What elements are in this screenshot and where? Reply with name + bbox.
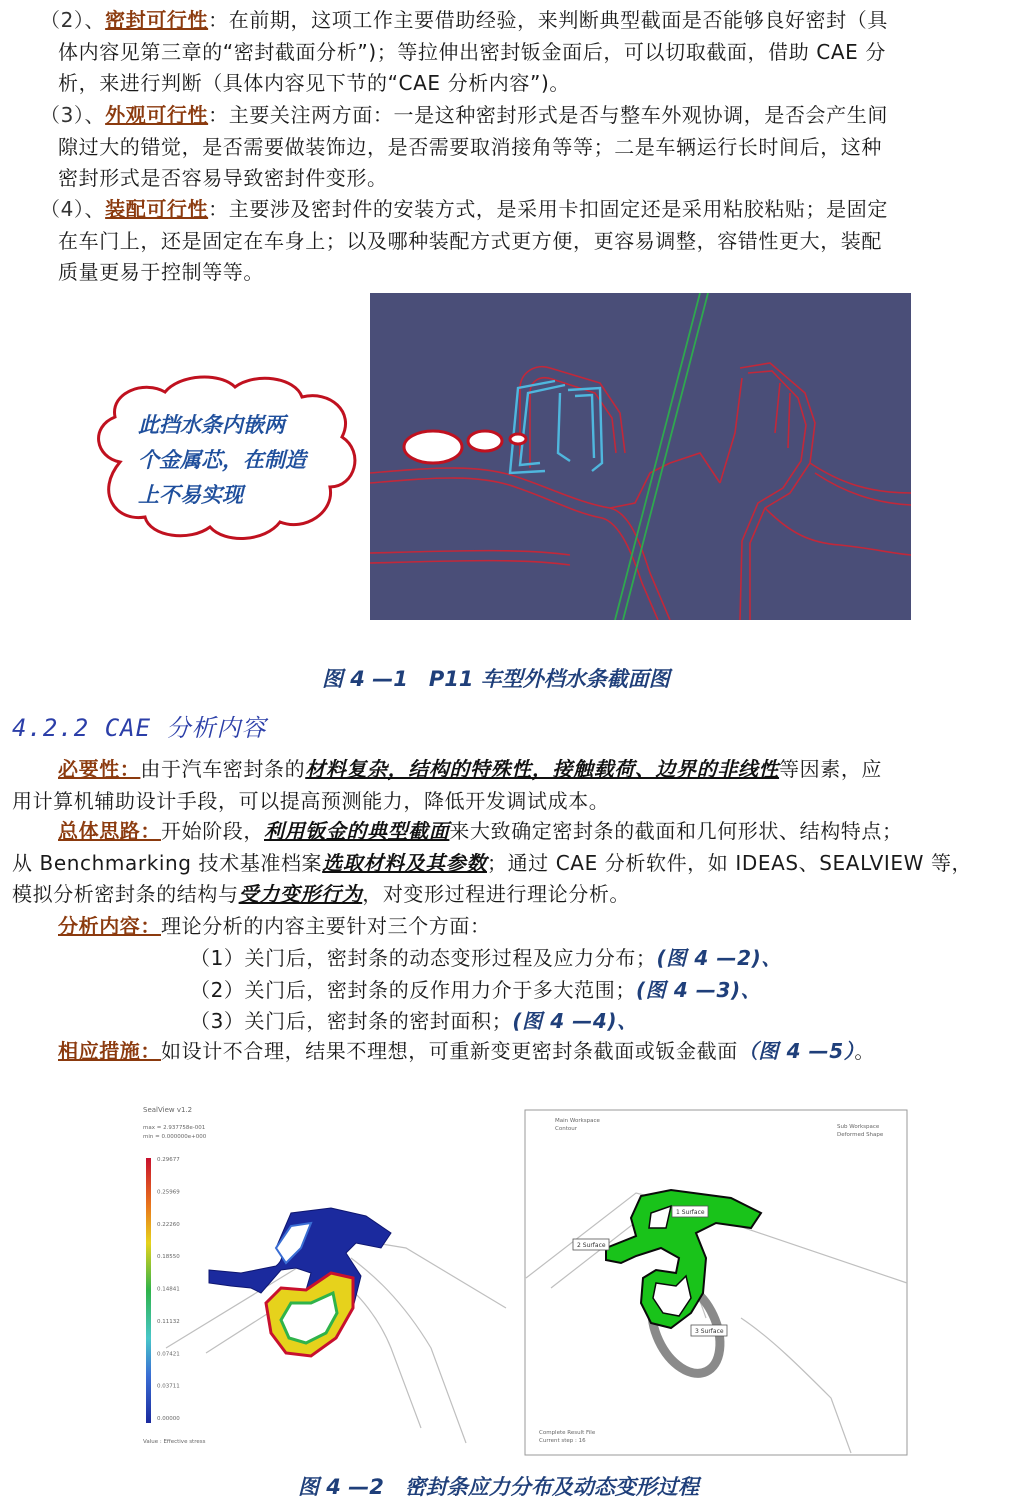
sub-workspace-label: Deformed Shape: [837, 1132, 884, 1138]
min-value: min = 0.000000e+000: [143, 1134, 207, 1140]
software-title: SealView v1.2: [143, 1106, 193, 1114]
legend-tick-label: 0.07421: [157, 1351, 180, 1358]
surface-tag: 2 Surface: [577, 1242, 606, 1249]
surface-tag: 1 Surface: [676, 1209, 705, 1216]
feasibility-item-2: [40, 5, 1016, 100]
text-line: 密封形式是否容易导致密封件变形。: [58, 166, 388, 190]
text-span: ，对变形过程进行理论分析。: [362, 882, 631, 906]
text-line: 析，来进行判断（具体内容见下节的“CAE 分析内容”)。: [58, 71, 570, 95]
keyword: 密封可行性: [105, 8, 209, 32]
section-heading: 4.2.2 CAE 分析内容: [12, 714, 267, 742]
emphasis: 利用钣金的典型截面: [264, 819, 450, 843]
text-span: 。: [854, 1039, 875, 1063]
color-legend-bar: [146, 1158, 151, 1423]
text-span: 由于汽车密封条的: [140, 757, 306, 781]
figure-reference: (图 4 —2)、: [656, 946, 782, 970]
legend-tick-label: 0.00000: [157, 1416, 180, 1422]
feasibility-item-3: [40, 100, 1016, 195]
legend-tick-label: 0.03711: [157, 1383, 180, 1390]
approach-paragraph: [12, 816, 1016, 911]
analysis-content-heading: [58, 911, 1016, 943]
cloud-bubble-medium: [468, 431, 502, 451]
text-span: 从 Benchmarking 技术基准档案: [12, 850, 323, 875]
text-span: 等因素，应: [779, 757, 883, 781]
text-span: （2）关门后，密封条的反作用力介于多大范围；: [190, 978, 636, 1002]
figure-caption: 图 4 —2 密封条应力分布及动态变形过程: [298, 1475, 699, 1499]
text-line: 质量更易于控制等等。: [58, 260, 264, 284]
max-value: max = 2.937758e-001: [143, 1125, 206, 1131]
legend-tick-label: 0.25969: [157, 1189, 180, 1196]
item-number: （3）、: [40, 103, 106, 127]
necessity-paragraph: [12, 754, 1016, 817]
content-item-3: [190, 1005, 638, 1034]
surface-tag: 3 Surface: [695, 1328, 724, 1335]
legend-tick-label: 0.14841: [157, 1286, 180, 1293]
text-span: （3）关门后，密封条的密封面积；: [190, 1009, 513, 1033]
text-span: 理论分析的内容主要针对三个方面：: [161, 914, 491, 938]
keyword: 分析内容：: [58, 914, 161, 938]
sub-workspace-label: Sub Workspace: [837, 1124, 880, 1130]
content-item-1: [190, 942, 782, 971]
content-item-2: [190, 974, 761, 1003]
value-label: Value : Effective stress: [143, 1439, 206, 1445]
workspace-label: Main Workspace: [555, 1118, 600, 1124]
text-line: 用计算机辅助设计手段，可以提高预测能力，降低开发调试成本。: [12, 788, 610, 813]
feasibility-item-4: [40, 194, 1016, 289]
keyword: 必要性：: [58, 757, 141, 781]
workspace-label: Contour: [555, 1126, 577, 1132]
item-number: （2）、: [40, 8, 106, 32]
result-file-label: Complete Result File: [539, 1430, 596, 1436]
text-span: （1）关门后，密封条的动态变形过程及应力分布；: [190, 946, 657, 970]
text-line: 隙过大的错觉，是否需要做装饰边，是否需要取消接角等等；二是车辆运行长时间后，这种: [58, 134, 882, 159]
figure-reference: (图 4 —4)、: [512, 1009, 638, 1033]
text-line: 在车门上，还是固定在车身上；以及哪种装配方式更方便，更容易调整，容错性更大，装配: [58, 228, 882, 253]
figure-reference: （图 4 —5）: [737, 1039, 855, 1063]
cloud-bubble-large: [404, 431, 462, 463]
emphasis: 受力变形行为: [238, 882, 363, 906]
keyword: 相应措施：: [58, 1039, 161, 1063]
text-span: ；通过 CAE 分析软件，如 IDEAS、SEALVIEW 等，: [486, 850, 973, 875]
item-number: （4）、: [40, 197, 106, 221]
legend-tick-label: 0.18550: [157, 1254, 180, 1261]
text-span: 如设计不合理，结果不理想，可重新变更密封条截面或钣金截面: [161, 1039, 738, 1063]
measures-paragraph: [58, 1036, 1016, 1068]
deformation-plot-panel: [525, 1110, 907, 1455]
text-line: ：主要涉及密封件的安装方式，是采用卡扣固定还是采用粘胶粘贴；是固定: [208, 197, 888, 221]
legend-tick-label: 0.29677: [157, 1157, 180, 1163]
callout-line: 此挡水条内嵌两: [138, 413, 285, 437]
stress-plot-panel: [131, 1098, 506, 1453]
keyword: 装配可行性: [105, 197, 209, 221]
callout-text: [138, 408, 353, 513]
text-line: ：主要关注两方面：一是这种密封形式是否与整车外观协调，是否会产生间: [208, 103, 888, 127]
text-span: 来大致确定密封条的截面和几何形状、结构特点；: [449, 819, 903, 843]
legend-tick-label: 0.11132: [157, 1318, 180, 1325]
keyword: 总体思路：: [58, 819, 161, 843]
legend-tick-label: 0.22260: [157, 1221, 180, 1228]
panel-frame: [525, 1110, 907, 1455]
cae-result-figure: [131, 1098, 911, 1458]
text-span: 开始阶段，: [161, 819, 264, 843]
current-step-label: Current step : 16: [539, 1438, 586, 1444]
emphasis: 材料复杂，结构的特殊性，接触载荷、边界的非线性: [305, 757, 780, 781]
callout-line: 个金属芯，在制造: [138, 448, 306, 472]
text-span: 模拟分析密封条的结构与: [12, 882, 239, 906]
text-line: ：在前期，这项工作主要借助经验，来判断典型截面是否能够良好密封（具: [208, 8, 888, 32]
figure-caption: 图 4 —1 P11 车型外档水条截面图: [322, 667, 670, 691]
text-line: 体内容见第三章的“密封截面分析”)；等拉伸出密封钣金面后，可以切取截面，借助 CAE 分: [58, 39, 886, 64]
emphasis: 选取材料及其参数: [322, 850, 487, 875]
callout-line: 上不易实现: [138, 483, 243, 507]
cloud-bubble-small: [510, 434, 526, 444]
keyword: 外观可行性: [105, 103, 209, 127]
figure-reference: (图 4 —3)、: [635, 978, 762, 1002]
